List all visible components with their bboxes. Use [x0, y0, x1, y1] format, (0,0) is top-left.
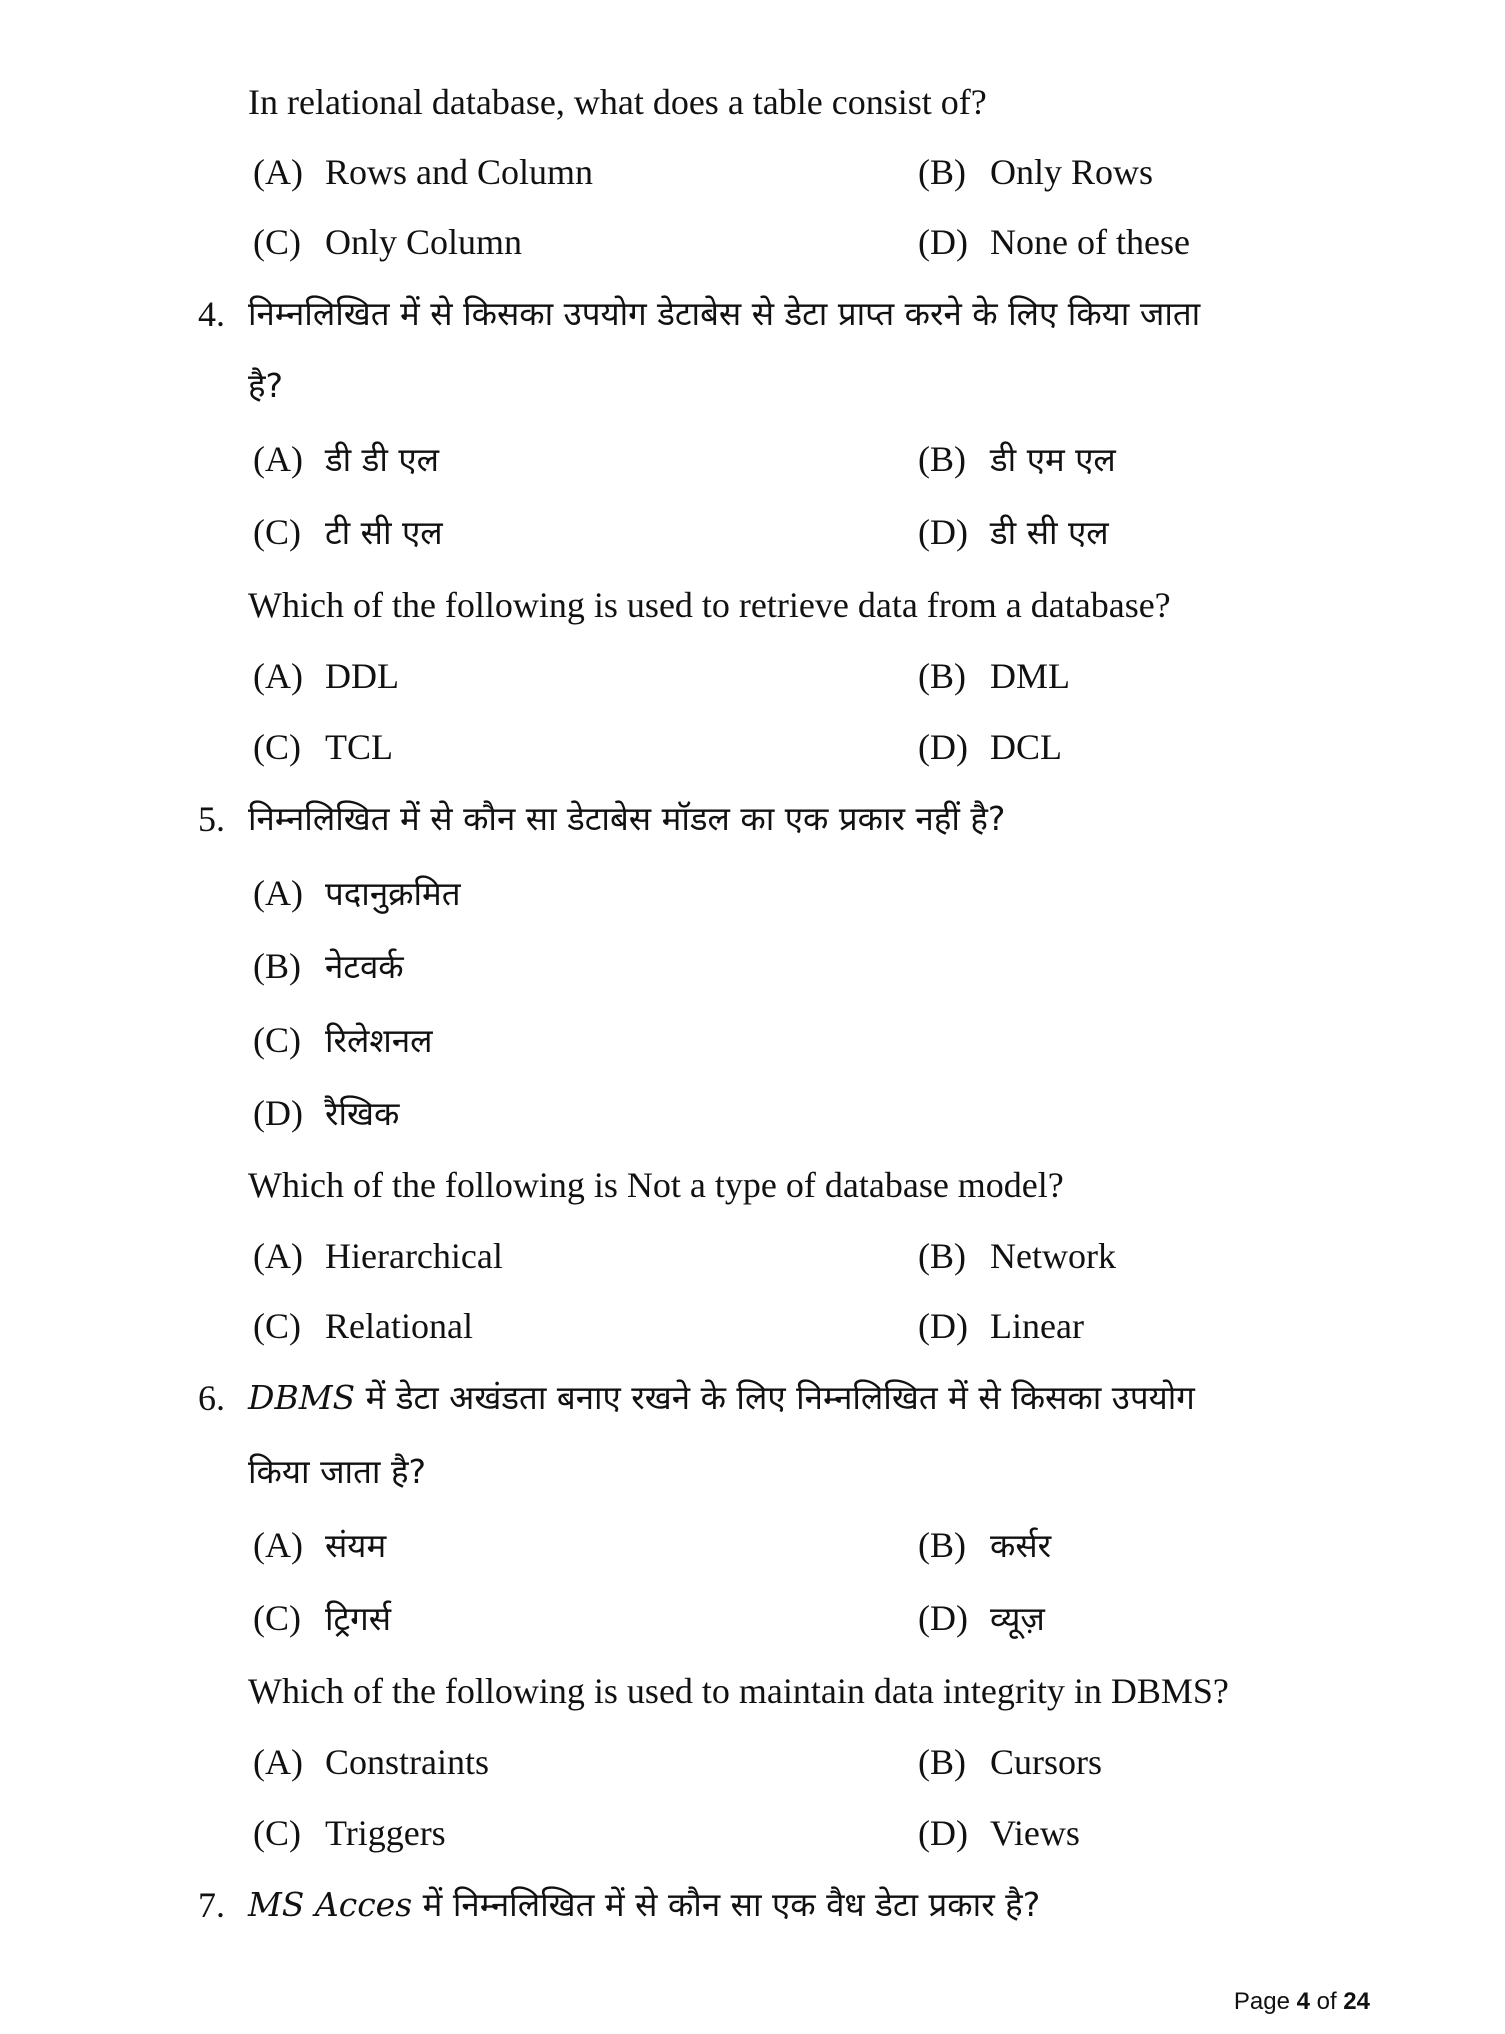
option-text: Views — [990, 1813, 1080, 1853]
question-4-english: Which of the following is used to retrieve data from a database? — [248, 585, 1171, 625]
question-6-hindi-text: में डेटा अखंडता बनाए रखने के लिए निम्नलिखित में से किसका उपयोग — [355, 1378, 1195, 1417]
q3-option-a — [253, 150, 593, 194]
q4-option-b — [918, 654, 1070, 698]
option-tag: (C) — [253, 512, 301, 552]
option-text: Cursors — [990, 1742, 1103, 1782]
q4-hindi-option-b — [918, 437, 1116, 482]
q6-option-c — [253, 1811, 446, 1855]
question-6-hindi-line1 — [248, 1376, 1195, 1420]
option-text: TCL — [325, 727, 393, 767]
question-5-number: 5. — [198, 799, 225, 839]
option-tag: (A) — [253, 1742, 303, 1782]
option-tag: (B) — [918, 1742, 966, 1782]
q5-option-b — [918, 1234, 1116, 1278]
option-tag: (D) — [253, 1093, 303, 1133]
option-text: Rows and Column — [325, 152, 594, 192]
current-page-number: 4 — [1296, 1988, 1310, 2015]
q6-hindi-option-c — [253, 1596, 391, 1641]
option-tag: (D) — [918, 512, 968, 552]
option-tag: (A) — [253, 873, 303, 913]
q6-option-b — [918, 1740, 1102, 1784]
option-text: Only Column — [325, 222, 523, 262]
option-text: Constraints — [325, 1742, 490, 1782]
option-text: Hierarchical — [325, 1236, 503, 1276]
q6-hindi-option-d — [918, 1596, 1045, 1641]
q4-option-d — [918, 725, 1062, 769]
page-footer — [1234, 1987, 1370, 2017]
option-text: व्यूज़ — [990, 1599, 1045, 1638]
option-tag: (C) — [253, 1020, 301, 1060]
option-text: None of these — [990, 222, 1190, 262]
total-pages: 24 — [1343, 1988, 1370, 2015]
question-3-english: In relational database, what does a table consist of? — [248, 82, 987, 122]
q6-hindi-option-a — [253, 1523, 386, 1568]
option-tag: (D) — [918, 1813, 968, 1853]
q6-option-d — [918, 1811, 1080, 1855]
option-text: Triggers — [325, 1813, 446, 1853]
option-text: पदानुक्रमित — [325, 874, 461, 913]
option-text: डी एम एल — [990, 440, 1116, 479]
q5-hindi-option-d — [253, 1091, 399, 1136]
question-4-hindi-line2: है? — [248, 366, 284, 405]
option-text: डी डी एल — [325, 440, 440, 479]
option-text: Linear — [990, 1306, 1084, 1346]
q4-option-c — [253, 725, 393, 769]
option-text: Only Rows — [990, 152, 1154, 192]
question-5-hindi-line1: निम्नलिखित में से कौन सा डेटाबेस मॉडल का एक प्रकार नहीं है? — [248, 799, 1006, 838]
q4-hindi-option-a — [253, 437, 439, 482]
q5-option-a — [253, 1234, 503, 1278]
footer-middle: of — [1309, 1988, 1344, 2015]
option-text: Relational — [325, 1306, 473, 1346]
footer-prefix: Page — [1233, 1988, 1297, 2015]
q3-option-b — [918, 150, 1153, 194]
dbms-term: DBMS — [248, 1378, 356, 1417]
option-tag: (B) — [918, 656, 966, 696]
option-tag: (C) — [253, 1306, 301, 1346]
q6-hindi-option-b — [918, 1523, 1051, 1568]
ms-access-term: MS Acces — [248, 1885, 413, 1924]
option-text: टी सी एल — [325, 513, 443, 552]
option-tag: (D) — [918, 1306, 968, 1346]
option-text: नेटवर्क — [325, 947, 404, 986]
q4-option-a — [253, 654, 399, 698]
question-7-number: 7. — [198, 1885, 225, 1925]
option-text: रिलेशनल — [325, 1021, 433, 1060]
option-tag: (B) — [918, 1525, 966, 1565]
option-tag: (A) — [253, 1236, 303, 1276]
option-tag: (C) — [253, 1813, 301, 1853]
option-text: संयम — [325, 1526, 387, 1565]
option-tag: (A) — [253, 656, 303, 696]
option-text: DML — [990, 656, 1070, 696]
option-tag: (C) — [253, 727, 301, 767]
q3-option-c — [253, 220, 522, 264]
option-tag: (D) — [918, 222, 968, 262]
q3-option-d — [918, 220, 1190, 264]
question-7-hindi-text: में निम्नलिखित में से कौन सा एक वैध डेटा प्रकार है? — [412, 1885, 1041, 1924]
q5-hindi-option-a — [253, 871, 461, 916]
q5-option-d — [918, 1304, 1084, 1348]
question-5-english: Which of the following is Not a type of database model? — [248, 1165, 1064, 1205]
question-7-hindi-line1 — [248, 1883, 1040, 1927]
option-text: ट्रिगर्स — [325, 1599, 392, 1638]
option-text: DCL — [990, 727, 1062, 767]
q4-hindi-option-d — [918, 510, 1109, 555]
option-tag: (C) — [253, 1598, 301, 1638]
question-6-hindi-line2: किया जाता है? — [248, 1452, 426, 1491]
option-text: डी सी एल — [990, 513, 1109, 552]
option-tag: (B) — [918, 152, 966, 192]
option-tag: (D) — [918, 727, 968, 767]
option-tag: (D) — [918, 1598, 968, 1638]
option-tag: (B) — [918, 439, 966, 479]
question-4-number: 4. — [198, 294, 225, 334]
question-6-number: 6. — [198, 1378, 225, 1418]
q5-hindi-option-c — [253, 1018, 433, 1063]
option-text: Network — [990, 1236, 1116, 1276]
q4-hindi-option-c — [253, 510, 443, 555]
option-tag: (C) — [253, 222, 301, 262]
option-tag: (B) — [253, 946, 301, 986]
option-text: रैखिक — [325, 1094, 400, 1133]
q5-hindi-option-b — [253, 944, 404, 989]
option-text: कर्सर — [990, 1526, 1052, 1565]
question-4-hindi-line1: निम्नलिखित में से किसका उपयोग डेटाबेस से डेटा प्राप्त करने के लिए किया जाता — [248, 294, 1201, 333]
question-6-english: Which of the following is used to maintain data integrity in DBMS? — [248, 1671, 1229, 1711]
option-tag: (A) — [253, 1525, 303, 1565]
q6-option-a — [253, 1740, 489, 1784]
q5-option-c — [253, 1304, 473, 1348]
option-tag: (A) — [253, 152, 303, 192]
option-text: DDL — [325, 656, 399, 696]
option-tag: (B) — [918, 1236, 966, 1276]
option-tag: (A) — [253, 439, 303, 479]
